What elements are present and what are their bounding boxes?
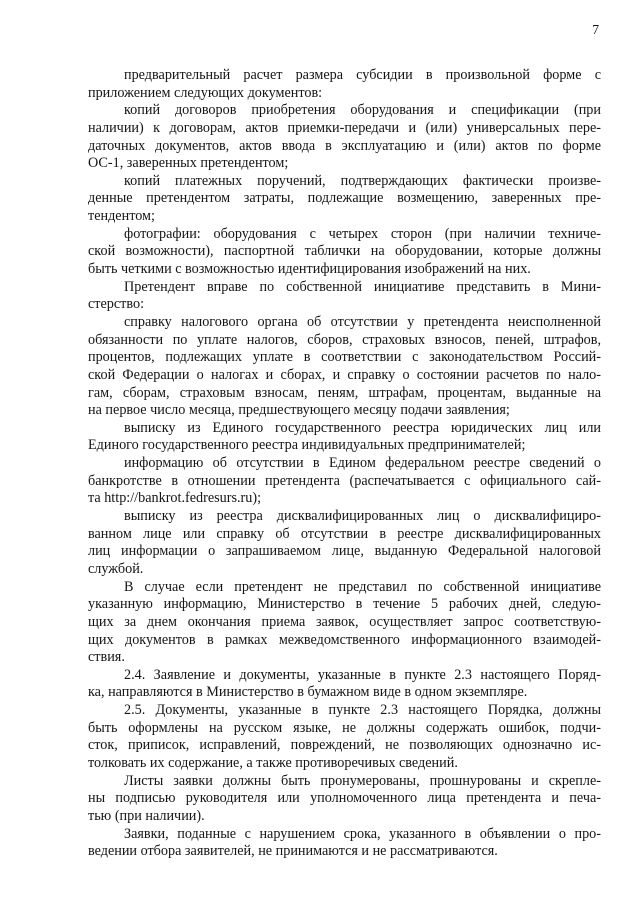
text-line: Единого государственного реестра индивидуальных предпринимателей; (88, 437, 526, 454)
text-line: денные претендентом затраты, подлежащие возмещению, заверенных пре- (88, 190, 601, 207)
text-line: толковать их содержание, а также противоречивых сведений. (88, 754, 458, 771)
text-line: службой. (88, 560, 144, 577)
document-body (88, 67, 601, 861)
text-line: предварительный расчет размера субсидии в произвольной форме с (124, 67, 601, 83)
text-line: лиц информации о запрашиваемом лице, выданную Федеральной налоговой (88, 543, 601, 560)
text-line: быть оформлены на русском языке, не должны содержать ошибок, подчи- (88, 719, 601, 736)
text-line: выписку из Единого государственного реестра юридических лиц или (124, 419, 601, 436)
text-line: та http://bankrot.fedresurs.ru); (88, 490, 262, 507)
page-number: 7 (592, 22, 599, 37)
text-line: копий договоров приобретения оборудования и спецификации (при (124, 102, 601, 119)
text-line: стерство: (88, 296, 145, 313)
text-line: Листы заявки должны быть пронумерованы, прошнурованы и скрепле- (124, 772, 601, 789)
text-line: фотографии: оборудования с четырех сторон (при наличии техниче- (124, 225, 601, 242)
text-line: Претендент вправе по собственной инициативе представить в Мини- (124, 278, 601, 295)
text-line: обязанности по уплате налогов, сборов, страховых взносов, пеней, штрафов, (88, 331, 601, 348)
text-line: быть четкими с возможностью идентифицирования изображений на них. (88, 261, 531, 278)
text-line: тью (при наличии). (88, 807, 205, 824)
text-line: копий платежных поручений, подтверждающих фактически произве- (124, 172, 601, 189)
text-line: даточных документов, актов ввода в эксплуатацию и (или) актов по форме (88, 137, 601, 154)
text-line: сток, приписок, исправлений, повреждений, не позволяющих однозначно ис- (88, 737, 601, 754)
text-line: приложением следующих документов: (88, 84, 323, 101)
text-line: банкротстве в отношении претендента (распечатывается с официального сай- (88, 472, 601, 489)
text-line: ка, направляются в Министерство в бумажном виде в одном экземпляре. (88, 684, 528, 701)
text-line: ской Федерации о налогах и сборах, и справку о состоянии расчетов по нало- (88, 366, 601, 383)
text-line: ны подписью руководителя или уполномоченного лица претендента и печа- (88, 790, 601, 807)
text-line: щих за днем окончания приема заявок, осуществляет запрос соответствую- (88, 613, 601, 630)
text-line: ской возможности), паспортной таблички на оборудовании, которые должны (88, 243, 601, 260)
text-line: 2.5. Документы, указанные в пункте 2.3 настоящего Порядка, должны (124, 702, 601, 719)
text-line: тендентом; (88, 208, 155, 225)
text-line: наличии) к договорам, актов приемки-передачи и (или) универсальных пере- (88, 119, 601, 136)
text-line: ведении отбора заявителей, не принимаются и не рассматриваются. (88, 843, 498, 860)
text-line: процентов, подлежащих уплате в соответствии с законодательством Россий- (88, 349, 601, 366)
text-line: ОС-1, заверенных претендентом; (88, 155, 289, 172)
text-line: ствия. (88, 649, 125, 666)
text-line: указанную информацию, Министерство в течение 5 рабочих дней, следую- (88, 596, 601, 613)
text-line: Заявки, поданные с нарушением срока, указанного в объявлении о про- (124, 825, 601, 842)
text-line: В случае если претендент не представил по собственной инициативе (124, 578, 601, 595)
text-line: справку налогового органа об отсутствии у претендента неисполненной (124, 313, 601, 330)
text-line: ванном лице или справку об отсутствии в реестре дисквалифицированных (88, 525, 601, 542)
text-line: гам, сборам, страховым взносам, пеням, штрафам, процентам, выданные на (88, 384, 601, 401)
text-line: на первое число месяца, предшествующего месяцу подачи заявления; (88, 402, 510, 419)
text-line: щих документов в рамках межведомственного информационного взаимодей- (88, 631, 601, 648)
text-line: информацию об отсутствии в Едином федеральном реестре сведений о (124, 455, 601, 472)
text-line: выписку из реестра дисквалифицированных лиц о дисквалифициро- (124, 508, 601, 525)
text-line: 2.4. Заявление и документы, указанные в пункте 2.3 настоящего Поряд- (124, 666, 601, 683)
